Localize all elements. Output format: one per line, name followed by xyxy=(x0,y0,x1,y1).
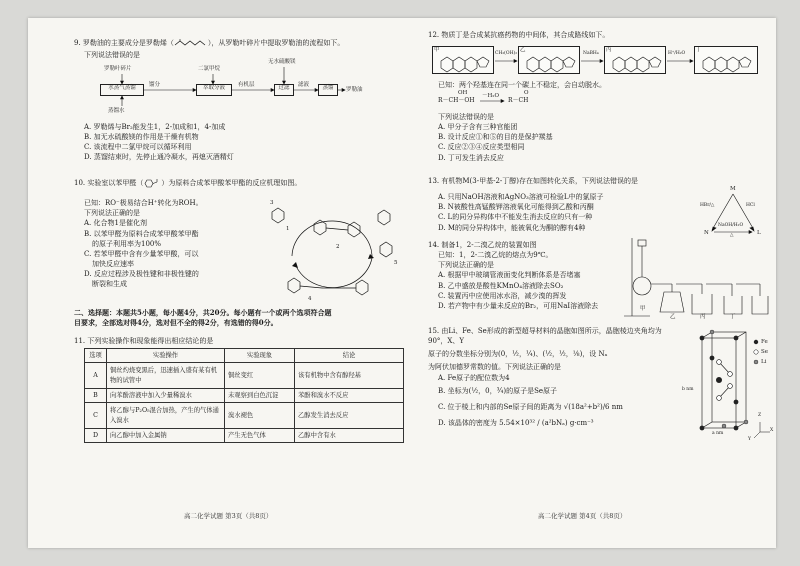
q12-option-d[interactable]: D. 丁可发生消去反应 xyxy=(438,153,504,162)
q15-option-a[interactable]: A. Fe原子的配位数为4 xyxy=(438,373,510,382)
q12-stem: 12. 物质丁是合成某抗癌药物的中间体，其合成路线如下。 xyxy=(428,31,610,39)
arrow-reagent-2: NaBH₄ xyxy=(583,51,599,56)
eq-arrow-icon xyxy=(438,90,558,110)
table-cell: 溴水褪色 xyxy=(225,403,295,429)
q12-note: 下列说法错误的是 xyxy=(438,113,494,121)
question-11 xyxy=(74,336,414,346)
table-cell: 铜丝灼烧变黑后，迅速插入盛有某有机物的试管中 xyxy=(107,363,225,389)
table-cell: 该有机物中含有醇羟基 xyxy=(295,363,404,389)
table-cell: 产生无色气体 xyxy=(225,429,295,443)
q12-options xyxy=(428,112,768,163)
q14-option-b[interactable]: B. 乙中盛放是酸性KMnO₄溶液除去SO₂ xyxy=(438,281,564,290)
table-header-row xyxy=(85,349,404,363)
table-cell: B xyxy=(85,389,107,403)
question-9 xyxy=(74,38,414,60)
table-row xyxy=(85,403,404,429)
table-cell: 苯酚和溴水不反应 xyxy=(295,389,404,403)
catalytic-cycle-icon xyxy=(252,196,412,314)
q12-equation xyxy=(438,90,558,110)
q10-option-a[interactable]: A. 化合物1是催化剂 xyxy=(84,219,147,228)
q15-option-c-value: √(18a²+b²)/6 nm xyxy=(563,402,623,411)
q15-option-c[interactable] xyxy=(428,402,678,412)
q13-stem: 13. 有机物M(3-甲基-2-丁醇)存在如图转化关系，下列说法错误的是 xyxy=(428,177,638,185)
table-cell: C xyxy=(85,403,107,429)
table-header-cell: 实验操作 xyxy=(107,349,225,363)
q14-stem: 14. 制备1，2-二溴乙烷的装置如图 xyxy=(428,241,537,249)
table-cell: 铜丝变红 xyxy=(225,363,295,389)
table-row xyxy=(85,363,404,389)
q9-option-a[interactable]: A. 罗勒烯与Br₂能发生1，2-加成和1，4-加成 xyxy=(84,123,226,131)
table-header-cell: 结论 xyxy=(295,349,404,363)
q14-option-d[interactable]: D. 若产物中有少量未反应的Br₂，可用NaI溶液除去 xyxy=(438,301,599,310)
q12-option-c[interactable]: C. 反应②③④反应类型相同 xyxy=(438,143,525,152)
q12-given: 已知：两个羟基连在同一个碳上不稳定，会自动脱水。 xyxy=(438,81,606,89)
mech-label-5: 5 xyxy=(394,260,398,266)
eq-left: R－CH－OH xyxy=(438,97,475,104)
flow-top-2: 二氯甲烷 xyxy=(198,66,221,72)
tri-label-heat: △ xyxy=(730,233,734,238)
q10-option-b-cont: 的原子利用率为100% xyxy=(92,239,162,248)
flow-end: 罗勒油 xyxy=(346,87,363,93)
q15-option-d[interactable] xyxy=(428,418,678,428)
compound-label-yi: 乙 xyxy=(520,47,526,53)
q14-option-c[interactable]: C. 装置丙中应使用冰水浴，减少溴的挥发 xyxy=(438,291,567,300)
q12-option-b[interactable]: B. 设计反应①和⑤的目的是保护羰基 xyxy=(438,133,553,142)
apparatus-label-yi: 乙 xyxy=(670,314,676,320)
q13-option-d[interactable]: D. M的同分异构体中，能被氧化为酮的醇有4种 xyxy=(438,223,586,232)
q15-line3: 为阿伏加德罗常数的值。下列说法正确的是 xyxy=(428,363,561,372)
legend-se: Se xyxy=(761,349,769,355)
page-4-footer: 高二化学试题 第4页（共8页） xyxy=(538,512,627,520)
eq-right: R－CH xyxy=(508,97,529,104)
q12-synthesis-route xyxy=(432,44,762,78)
table-cell: 向乙醇中加入金属钠 xyxy=(107,429,225,443)
flow-box-filter: 过滤 xyxy=(274,84,294,96)
axis-x-label: X xyxy=(770,428,774,433)
apparatus-label-ding: 丁 xyxy=(730,314,736,320)
q13-option-c[interactable]: C. L的同分异构体中不能发生消去反应的只有一种 xyxy=(438,213,593,222)
flow-bottom: 蒸馏水 xyxy=(108,108,125,114)
table-cell: 将乙醇与P₂O₅混合加热，产生的气体通入溴水 xyxy=(107,403,225,429)
table-row xyxy=(85,389,404,403)
q9-option-d[interactable]: D. 蒸馏结束时，先停止通冷凝水，再熄灭酒精灯 xyxy=(84,153,234,162)
q10-option-b[interactable]: B. 以苯甲醛为原料合成苯甲酸苯甲酯 xyxy=(84,229,199,238)
tri-label-bottom: NaOH/H₂O xyxy=(718,223,744,228)
tri-label-right: HCl xyxy=(746,203,755,208)
q15-option-d-text: D. 该晶体的密度为 xyxy=(438,418,497,427)
node-n: N xyxy=(704,230,709,236)
flow-box-distill: 蒸馏 xyxy=(318,84,338,96)
question-12 xyxy=(428,30,768,40)
q12-body xyxy=(428,80,768,90)
benzaldehyde-structure-icon xyxy=(143,179,161,188)
ocimene-structure-icon xyxy=(174,39,208,47)
mech-label-4: 4 xyxy=(308,296,312,302)
q13-triangle-diagram xyxy=(700,186,766,240)
node-l: L xyxy=(757,230,761,236)
q15-crystal-cell-diagram xyxy=(682,328,774,446)
q9-option-c[interactable]: C. 该流程中二氯甲烷可以循环利用 xyxy=(84,143,192,152)
q10-option-d[interactable]: D. 反应过程涉及极性键和非极性键的 xyxy=(84,270,199,279)
q15-option-d-value: 5.54×10³² / (a²bNₐ) g·cm⁻³ xyxy=(499,418,594,427)
apparatus-label-bing: 丙 xyxy=(700,314,706,320)
dim-b-label: b nm xyxy=(682,387,694,392)
flow-box-steam: 水蒸气蒸馏 xyxy=(100,84,144,96)
q15-stem: 15. 由Li、Fe、Se形成的新型超导材料的晶胞如图所示，晶胞棱边夹角均为90°，X、Y xyxy=(428,327,662,346)
axis-z-label: Z xyxy=(758,413,762,418)
q10-option-c[interactable]: C. 若苯甲醛中含有少量苯甲酸，可以 xyxy=(84,249,199,258)
node-m: M xyxy=(730,186,736,192)
flow-top-1: 罗勒叶碎片 xyxy=(104,66,132,72)
table-cell: D xyxy=(85,429,107,443)
section-2-header xyxy=(74,308,414,328)
table-cell: 向苯酚溶液中加入少量稀溴水 xyxy=(107,389,225,403)
q10-option-d-cont: 断裂和生成 xyxy=(92,280,127,289)
flow-mid-2: 有机层 xyxy=(238,82,255,88)
section-2-title: 二、选择题：本题共5小题，每小题4分，共20分。每小题有一个或两个选项符合题 xyxy=(74,308,332,317)
q12-option-a[interactable]: A. 甲分子含有三种官能团 xyxy=(438,123,518,132)
route-arrows-icon xyxy=(432,44,762,78)
table-row xyxy=(85,429,404,443)
mech-label-3: 3 xyxy=(270,200,274,206)
eq-condition: －H₂O xyxy=(482,93,500,99)
q9-note: 下列说法错误的是 xyxy=(84,51,140,60)
table-header-cell: 实验现象 xyxy=(225,349,295,363)
q11-stem: 11. 下列实验操作和现象能得出相应结论的是 xyxy=(74,337,214,345)
q14-note: 下列说法正确的是 xyxy=(438,261,494,270)
q9-flow-diagram xyxy=(92,59,392,118)
q14-apparatus-diagram xyxy=(620,233,770,320)
q15-line2: 原子的分数坐标分别为(0，½，¼)、(½，½，⅛)，设 Nₐ xyxy=(428,350,608,359)
flow-mid-1: 馏分 xyxy=(149,82,161,88)
flow-box-extract: 萃取分液 xyxy=(196,84,232,96)
compound-label-bing: 丙 xyxy=(606,47,612,53)
arrow-reagent-1: CH₂(OH)₂ xyxy=(495,51,518,56)
table-header-cell: 选项 xyxy=(85,349,107,363)
legend-li: Li xyxy=(761,359,767,365)
section-2-line2: 目要求，全部选对得4分，选对但不全的得2分，有选错的得0分。 xyxy=(74,318,278,328)
q10-stem: 10. 实验室以苯甲醛（ xyxy=(74,179,144,187)
eq-top-oh: OH xyxy=(458,90,468,96)
tri-label-left: HBr/△ xyxy=(700,203,715,208)
eq-o: O xyxy=(524,90,529,96)
q10-note: 下列说法正确的是 xyxy=(84,209,140,218)
question-15 xyxy=(428,326,678,428)
q15-option-c-text: C. 位于棱上和内部的Se原子间的距离为 xyxy=(438,402,562,411)
flow-top-3: 无水硫酸镁 xyxy=(268,59,296,65)
q10-stem-2: ）为原料合成苯甲酸苯甲酯的反应机理如图。 xyxy=(161,179,302,187)
apparatus-label-jia: 甲 xyxy=(640,306,646,312)
table-cell: 未观察到白色沉淀 xyxy=(225,389,295,403)
axis-y-label: Y xyxy=(748,437,751,442)
flow-mid-3: 滤液 xyxy=(298,82,310,88)
q13-option-a[interactable]: A. 只用NaOH溶液和AgNO₃溶液可检验L中的氯原子 xyxy=(438,193,604,202)
compound-label-jia: 甲 xyxy=(434,47,440,53)
q10-given: 已知：RO⁻极易结合H⁺转化为ROH。 xyxy=(84,199,203,208)
table-cell: 乙醇发生消去反应 xyxy=(295,403,404,429)
q11-experiment-table xyxy=(84,348,404,443)
unit-cell-icon xyxy=(690,328,774,446)
q9-option-b[interactable]: B. 加无水硫酸镁的作用是干燥有机物 xyxy=(84,133,199,142)
compound-label-ding: 丁 xyxy=(696,47,702,53)
exam-sheet xyxy=(28,18,776,548)
q15-option-b[interactable]: B. 坐标为(½，0，¾)的原子是Se原子 xyxy=(438,386,558,395)
q9-stem-2: ），从罗勒叶碎片中提取罗勒油的流程如下。 xyxy=(207,39,345,47)
flow-arrows-icon xyxy=(92,66,392,118)
page-3-footer: 高二化学试题 第3页（共8页） xyxy=(184,512,273,520)
arrow-reagent-3: H⁺/H₂O xyxy=(668,51,686,56)
mech-label-2: 2 xyxy=(336,244,340,250)
legend-fe: Fe xyxy=(761,339,768,345)
table-cell: 乙醇中含有水 xyxy=(295,429,404,443)
q10-option-c-cont: 加快反应速率 xyxy=(92,259,134,268)
q9-stem: 9. 罗勒油的主要成分是罗勒烯（ xyxy=(74,39,174,47)
q9-options xyxy=(74,122,414,163)
q14-given: 已知：1，2-二溴乙烷的熔点为9℃。 xyxy=(438,251,553,260)
dim-a-label: a nm xyxy=(712,431,724,436)
q13-option-b[interactable]: B. N被酸性高锰酸钾溶液氧化可能得到乙酸和丙酮 xyxy=(438,203,594,212)
mech-label-1: 1 xyxy=(286,226,290,232)
q10-mechanism-diagram xyxy=(252,196,412,314)
table-cell: A xyxy=(85,363,107,389)
q14-option-a[interactable]: A. 根据甲中玻璃管液面变化判断体系是否堵塞 xyxy=(438,271,581,280)
